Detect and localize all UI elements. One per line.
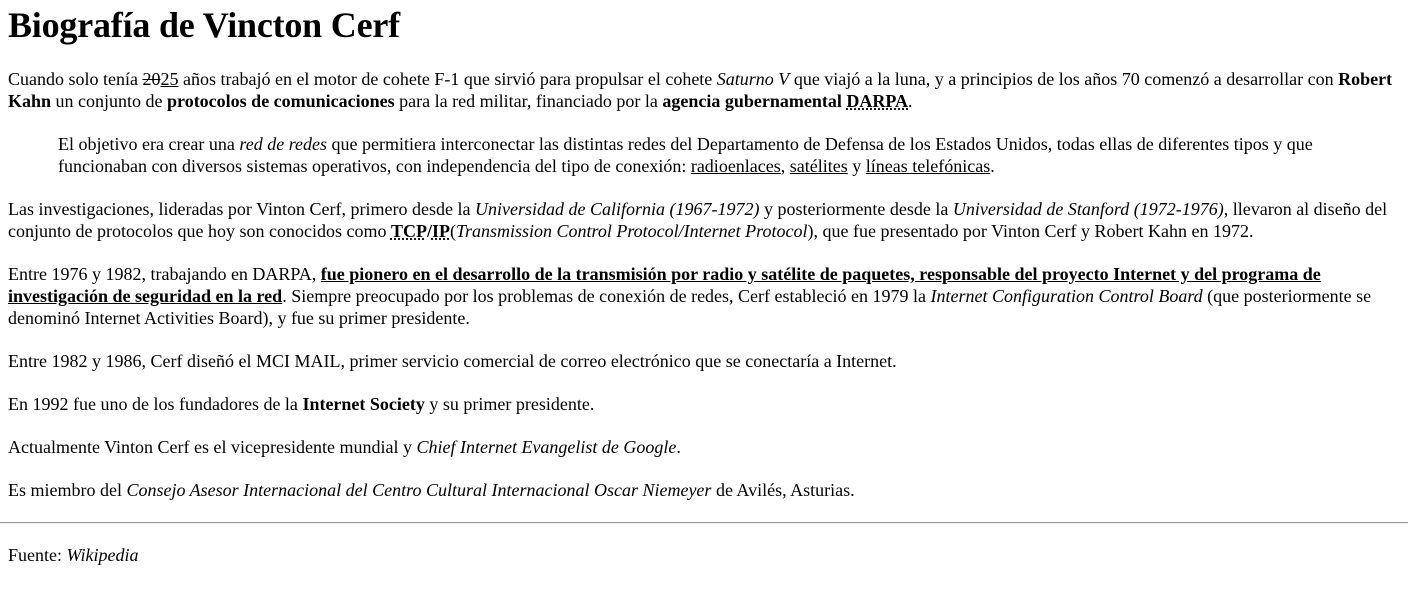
paragraph-intro [8, 68, 1400, 112]
text: y posteriormente desde la [759, 199, 953, 219]
text: (que posteriormente se denominó Internet Activities Board), y fue su primer presidente. [8, 286, 1372, 328]
university-california: Universidad de California (1967-1972) [474, 199, 760, 219]
society-name: Internet Society [302, 394, 425, 414]
text: para la red militar, financiado por la [394, 91, 663, 111]
text: años trabajó en el motor de cohete F-1 que sirvió para propulsar el cohete [178, 69, 717, 89]
paragraph-society [8, 393, 1400, 415]
text: , [780, 156, 790, 176]
rocket-name: Saturno V [716, 69, 790, 89]
text: y su primer presidente. [424, 394, 595, 414]
paragraph-google [8, 436, 1400, 458]
page [0, 4, 1408, 566]
tcpip-term [391, 221, 450, 241]
person-name: Robert Kahn [8, 69, 1393, 111]
deleted-age: 20 [142, 69, 161, 89]
page-title: Biografía de Vincton Cerf [8, 5, 400, 45]
board-name: Internet Configuration Control Board [930, 286, 1203, 306]
text: agencia gubernamental [662, 91, 847, 111]
text: Las investigaciones, lideradas por Vinton Cerf, primero desde la [8, 199, 475, 219]
divider [0, 522, 1408, 524]
council-name: Consejo Asesor Internacional del Centro Cultural Internacional Oscar Niemeyer [126, 480, 712, 500]
university-stanford: Universidad de Stanford (1972-1976) [952, 199, 1224, 219]
text: que permitiera interconectar las distintas redes del Departamento de Defensa de los Estados Unidos, todas ellas de diferentes tipos y que funcionaban con diversos sistemas operativos, con independencia del tipo de conexión: [58, 134, 1313, 176]
text: El objetivo era crear una [58, 134, 240, 154]
slash: / [426, 221, 432, 241]
ip-abbr[interactable]: IP [431, 221, 450, 241]
text: En 1992 fue uno de los fundadores de la [8, 394, 303, 414]
text: y [847, 156, 866, 176]
inserted-age: 25 [160, 69, 179, 89]
text: Cuando solo tenía [8, 69, 143, 89]
text: Es miembro del [8, 480, 127, 500]
agency-term [662, 91, 908, 111]
text: de Avilés, Asturias. [711, 480, 855, 500]
tcpip-expansion: Transmission Control Protocol/Internet Protocol [455, 221, 808, 241]
source-footer [8, 544, 1400, 566]
pioneer-highlight: fue pionero en el desarrollo de la transmisión por radio y satélite de paquetes, responsable del proyecto Internet y del programa de investigación de seguridad en la red [8, 264, 1321, 306]
network-term: red de redes [239, 134, 328, 154]
text: ), que fue presentado por Vinton Cerf y Robert Kahn en 1972. [807, 221, 1254, 241]
link-satelites[interactable]: satélites [789, 156, 848, 176]
text: un conjunto de [51, 91, 168, 111]
tcp-abbr[interactable]: TCP [390, 221, 427, 241]
blockquote [58, 133, 1360, 177]
text: Entre 1976 y 1982, trabajando en DARPA, [8, 264, 321, 284]
text: , llevaron al diseño del conjunto de protocolos que hoy son conocidos como [8, 199, 1388, 241]
source-name: Wikipedia [66, 545, 139, 565]
link-radioenlaces[interactable]: radioenlaces [690, 156, 781, 176]
paragraph-research [8, 198, 1400, 242]
google-role: Chief Internet Evangelist de Google [416, 437, 677, 457]
text: ( [449, 221, 456, 241]
protocols-term: protocolos de comunicaciones [167, 91, 395, 111]
paragraph-mci: Entre 1982 y 1986, Cerf diseñó el MCI MAIL, primer servicio comercial de correo electrónico que se conectaría a Internet. [8, 351, 897, 371]
text: . Siempre preocupado por los problemas de conexión de redes, Cerf estableció en 1979 la [282, 286, 931, 306]
text: . [676, 437, 681, 457]
source-label: Fuente: [8, 545, 67, 565]
text: . [990, 156, 995, 176]
text: . [908, 91, 913, 111]
paragraph-council [8, 479, 1400, 501]
paragraph-darpa [8, 263, 1400, 329]
text: Actualmente Vinton Cerf es el vicepresidente mundial y [8, 437, 417, 457]
link-lineas-telefonicas[interactable]: líneas telefónicas [865, 156, 991, 176]
darpa-abbr[interactable]: DARPA [846, 91, 908, 111]
text: que viajó a la luna, y a principios de los años 70 comenzó a desarrollar con [789, 69, 1339, 89]
